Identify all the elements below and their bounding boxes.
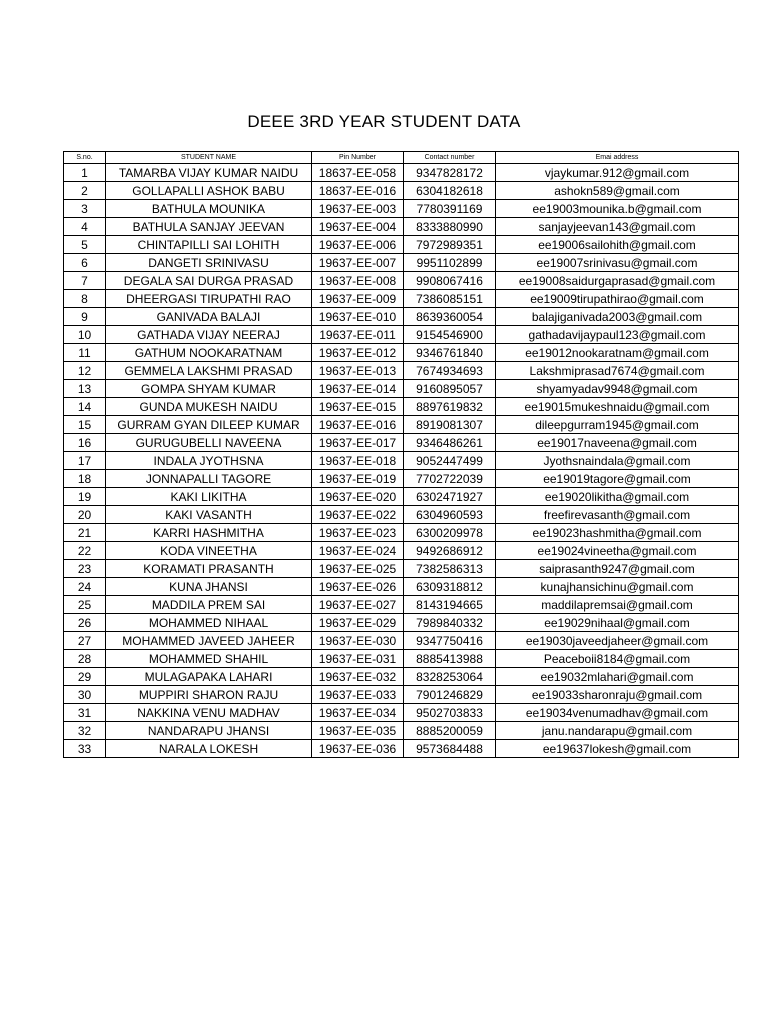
cell-contact-number: 6304960593 (404, 506, 496, 524)
table-row (64, 722, 739, 740)
cell-student-name: MOHAMMED JAVEED JAHEER (106, 632, 312, 650)
cell-sno: 7 (64, 272, 106, 290)
cell-contact-number: 7674934693 (404, 362, 496, 380)
cell-sno: 30 (64, 686, 106, 704)
cell-student-name: DANGETI SRINIVASU (106, 254, 312, 272)
table-row (64, 740, 739, 758)
cell-email-address: ee19009tirupathirao@gmail.com (496, 290, 739, 308)
cell-pin-number: 19637-EE-010 (312, 308, 404, 326)
cell-contact-number: 9052447499 (404, 452, 496, 470)
cell-contact-number: 8885200059 (404, 722, 496, 740)
cell-contact-number: 9908067416 (404, 272, 496, 290)
cell-student-name: MOHAMMED SHAHIL (106, 650, 312, 668)
table-row (64, 524, 739, 542)
cell-pin-number: 19637-EE-011 (312, 326, 404, 344)
cell-student-name: MOHAMMED NIHAAL (106, 614, 312, 632)
cell-sno: 18 (64, 470, 106, 488)
cell-pin-number: 19637-EE-022 (312, 506, 404, 524)
cell-pin-number: 19637-EE-026 (312, 578, 404, 596)
cell-pin-number: 19637-EE-009 (312, 290, 404, 308)
cell-student-name: GEMMELA LAKSHMI PRASAD (106, 362, 312, 380)
cell-sno: 25 (64, 596, 106, 614)
cell-email-address: ee19033sharonraju@gmail.com (496, 686, 739, 704)
cell-email-address: ee19007srinivasu@gmail.com (496, 254, 739, 272)
cell-contact-number: 9160895057 (404, 380, 496, 398)
cell-contact-number: 9346486261 (404, 434, 496, 452)
cell-sno: 8 (64, 290, 106, 308)
cell-pin-number: 19637-EE-012 (312, 344, 404, 362)
cell-contact-number: 7386085151 (404, 290, 496, 308)
table-row (64, 452, 739, 470)
cell-contact-number: 9347750416 (404, 632, 496, 650)
cell-sno: 11 (64, 344, 106, 362)
cell-email-address: ee19015mukeshnaidu@gmail.com (496, 398, 739, 416)
cell-pin-number: 19637-EE-031 (312, 650, 404, 668)
cell-contact-number: 7382586313 (404, 560, 496, 578)
table-row (64, 542, 739, 560)
cell-email-address: ee19012nookaratnam@gmail.com (496, 344, 739, 362)
cell-student-name: INDALA JYOTHSNA (106, 452, 312, 470)
cell-student-name: GANIVADA BALAJI (106, 308, 312, 326)
cell-sno: 6 (64, 254, 106, 272)
cell-student-name: JONNAPALLI TAGORE (106, 470, 312, 488)
cell-pin-number: 19637-EE-008 (312, 272, 404, 290)
cell-email-address: ee19003mounika.b@gmail.com (496, 200, 739, 218)
cell-email-address: kunajhansichinu@gmail.com (496, 578, 739, 596)
table-row (64, 578, 739, 596)
cell-student-name: BATHULA SANJAY JEEVAN (106, 218, 312, 236)
cell-contact-number: 9492686912 (404, 542, 496, 560)
cell-student-name: NARALA LOKESH (106, 740, 312, 758)
cell-student-name: KAKI LIKITHA (106, 488, 312, 506)
cell-pin-number: 19637-EE-034 (312, 704, 404, 722)
cell-email-address: shyamyadav9948@gmail.com (496, 380, 739, 398)
cell-email-address: dileepgurram1945@gmail.com (496, 416, 739, 434)
cell-email-address: ee19024vineetha@gmail.com (496, 542, 739, 560)
cell-contact-number: 9346761840 (404, 344, 496, 362)
cell-student-name: KORAMATI PRASANTH (106, 560, 312, 578)
cell-pin-number: 19637-EE-024 (312, 542, 404, 560)
cell-student-name: GATHUM NOOKARATNAM (106, 344, 312, 362)
cell-student-name: MADDILA PREM SAI (106, 596, 312, 614)
cell-pin-number: 19637-EE-036 (312, 740, 404, 758)
cell-pin-number: 19637-EE-013 (312, 362, 404, 380)
cell-contact-number: 9154546900 (404, 326, 496, 344)
cell-email-address: Peaceboii8184@gmail.com (496, 650, 739, 668)
cell-email-address: sanjayjeevan143@gmail.com (496, 218, 739, 236)
cell-sno: 26 (64, 614, 106, 632)
table-row (64, 614, 739, 632)
cell-sno: 31 (64, 704, 106, 722)
cell-pin-number: 19637-EE-035 (312, 722, 404, 740)
cell-student-name: MULAGAPAKA LAHARI (106, 668, 312, 686)
cell-pin-number: 19637-EE-003 (312, 200, 404, 218)
cell-email-address: ee19030javeedjaheer@gmail.com (496, 632, 739, 650)
table-row (64, 650, 739, 668)
cell-student-name: GOLLAPALLI ASHOK BABU (106, 182, 312, 200)
cell-email-address: ee19034venumadhav@gmail.com (496, 704, 739, 722)
table-row (64, 470, 739, 488)
cell-sno: 23 (64, 560, 106, 578)
cell-email-address: Lakshmiprasad7674@gmail.com (496, 362, 739, 380)
column-header-email-address: Emai address (496, 152, 739, 164)
table-row (64, 380, 739, 398)
student-data-table (63, 151, 739, 758)
cell-email-address: ee19008saidurgaprasad@gmail.com (496, 272, 739, 290)
cell-email-address: ee19017naveena@gmail.com (496, 434, 739, 452)
cell-pin-number: 19637-EE-018 (312, 452, 404, 470)
table-row (64, 596, 739, 614)
cell-email-address: ee19023hashmitha@gmail.com (496, 524, 739, 542)
cell-sno: 20 (64, 506, 106, 524)
column-header-pin-number: Pin Number (312, 152, 404, 164)
document-title: DEEE 3RD YEAR STUDENT DATA (247, 112, 521, 131)
table-row (64, 290, 739, 308)
cell-sno: 5 (64, 236, 106, 254)
table-row (64, 704, 739, 722)
cell-student-name: BATHULA MOUNIKA (106, 200, 312, 218)
cell-contact-number: 7780391169 (404, 200, 496, 218)
cell-student-name: CHINTAPILLI SAI LOHITH (106, 236, 312, 254)
table-row (64, 686, 739, 704)
table-row (64, 632, 739, 650)
cell-contact-number: 6302471927 (404, 488, 496, 506)
cell-email-address: ee19019tagore@gmail.com (496, 470, 739, 488)
cell-student-name: GOMPA SHYAM KUMAR (106, 380, 312, 398)
table-row (64, 560, 739, 578)
cell-email-address: janu.nandarapu@gmail.com (496, 722, 739, 740)
cell-pin-number: 19637-EE-025 (312, 560, 404, 578)
cell-sno: 10 (64, 326, 106, 344)
cell-pin-number: 19637-EE-014 (312, 380, 404, 398)
cell-sno: 9 (64, 308, 106, 326)
table-body (64, 164, 739, 758)
table-row (64, 416, 739, 434)
cell-student-name: GURUGUBELLI NAVEENA (106, 434, 312, 452)
cell-student-name: GURRAM GYAN DILEEP KUMAR (106, 416, 312, 434)
table-row (64, 506, 739, 524)
cell-contact-number: 9347828172 (404, 164, 496, 182)
cell-sno: 3 (64, 200, 106, 218)
table-row (64, 362, 739, 380)
cell-pin-number: 19637-EE-007 (312, 254, 404, 272)
cell-contact-number: 8328253064 (404, 668, 496, 686)
cell-email-address: vjaykumar.912@gmail.com (496, 164, 739, 182)
cell-email-address: gathadavijaypaul123@gmail.com (496, 326, 739, 344)
cell-student-name: DEGALA SAI DURGA PRASAD (106, 272, 312, 290)
column-header-sno: S.no. (64, 152, 106, 164)
cell-contact-number: 8897619832 (404, 398, 496, 416)
cell-contact-number: 8143194665 (404, 596, 496, 614)
table-row (64, 218, 739, 236)
cell-sno: 24 (64, 578, 106, 596)
cell-sno: 17 (64, 452, 106, 470)
cell-contact-number: 6309318812 (404, 578, 496, 596)
cell-student-name: KAKI VASANTH (106, 506, 312, 524)
cell-pin-number: 19637-EE-029 (312, 614, 404, 632)
cell-pin-number: 19637-EE-006 (312, 236, 404, 254)
cell-pin-number: 19637-EE-019 (312, 470, 404, 488)
cell-contact-number: 7989840332 (404, 614, 496, 632)
cell-sno: 14 (64, 398, 106, 416)
table-row (64, 308, 739, 326)
cell-sno: 27 (64, 632, 106, 650)
table-row (64, 182, 739, 200)
table-row (64, 326, 739, 344)
cell-email-address: ee19006sailohith@gmail.com (496, 236, 739, 254)
cell-student-name: NANDARAPU JHANSI (106, 722, 312, 740)
cell-pin-number: 19637-EE-020 (312, 488, 404, 506)
table-row (64, 668, 739, 686)
table-row (64, 236, 739, 254)
cell-contact-number: 9951102899 (404, 254, 496, 272)
cell-sno: 21 (64, 524, 106, 542)
cell-contact-number: 8333880990 (404, 218, 496, 236)
cell-contact-number: 8919081307 (404, 416, 496, 434)
cell-sno: 1 (64, 164, 106, 182)
cell-sno: 19 (64, 488, 106, 506)
cell-student-name: GATHADA VIJAY NEERAJ (106, 326, 312, 344)
cell-pin-number: 18637-EE-016 (312, 182, 404, 200)
table-row (64, 200, 739, 218)
cell-sno: 12 (64, 362, 106, 380)
cell-contact-number: 6300209978 (404, 524, 496, 542)
cell-contact-number: 7702722039 (404, 470, 496, 488)
table-row (64, 398, 739, 416)
table-header-row (64, 152, 739, 164)
cell-sno: 16 (64, 434, 106, 452)
cell-email-address: ee19020likitha@gmail.com (496, 488, 739, 506)
cell-student-name: DHEERGASI TIRUPATHI RAO (106, 290, 312, 308)
cell-contact-number: 8885413988 (404, 650, 496, 668)
cell-sno: 2 (64, 182, 106, 200)
cell-sno: 22 (64, 542, 106, 560)
cell-contact-number: 7901246829 (404, 686, 496, 704)
cell-sno: 4 (64, 218, 106, 236)
cell-contact-number: 9502703833 (404, 704, 496, 722)
cell-student-name: GUNDA MUKESH NAIDU (106, 398, 312, 416)
cell-pin-number: 19637-EE-023 (312, 524, 404, 542)
table-row (64, 488, 739, 506)
cell-pin-number: 19637-EE-030 (312, 632, 404, 650)
cell-email-address: ashokn589@gmail.com (496, 182, 739, 200)
cell-contact-number: 7972989351 (404, 236, 496, 254)
table-row (64, 164, 739, 182)
cell-sno: 28 (64, 650, 106, 668)
cell-sno: 15 (64, 416, 106, 434)
cell-pin-number: 19637-EE-033 (312, 686, 404, 704)
cell-pin-number: 19637-EE-004 (312, 218, 404, 236)
cell-sno: 13 (64, 380, 106, 398)
cell-contact-number: 8639360054 (404, 308, 496, 326)
table-row (64, 344, 739, 362)
cell-pin-number: 19637-EE-017 (312, 434, 404, 452)
cell-sno: 33 (64, 740, 106, 758)
cell-email-address: ee19029nihaal@gmail.com (496, 614, 739, 632)
cell-student-name: TAMARBA VIJAY KUMAR NAIDU (106, 164, 312, 182)
cell-pin-number: 19637-EE-016 (312, 416, 404, 434)
cell-email-address: Jyothsnaindala@gmail.com (496, 452, 739, 470)
column-header-student-name: STUDENT NAME (106, 152, 312, 164)
cell-pin-number: 19637-EE-015 (312, 398, 404, 416)
cell-student-name: MUPPIRI SHARON RAJU (106, 686, 312, 704)
column-header-contact-number: Contact number (404, 152, 496, 164)
cell-pin-number: 18637-EE-058 (312, 164, 404, 182)
table-row (64, 254, 739, 272)
cell-contact-number: 6304182618 (404, 182, 496, 200)
cell-student-name: KARRI HASHMITHA (106, 524, 312, 542)
cell-email-address: freefirevasanth@gmail.com (496, 506, 739, 524)
cell-pin-number: 19637-EE-027 (312, 596, 404, 614)
cell-email-address: saiprasanth9247@gmail.com (496, 560, 739, 578)
cell-email-address: balajiganivada2003@gmail.com (496, 308, 739, 326)
cell-email-address: ee19032mlahari@gmail.com (496, 668, 739, 686)
cell-contact-number: 9573684488 (404, 740, 496, 758)
cell-sno: 29 (64, 668, 106, 686)
cell-student-name: KODA VINEETHA (106, 542, 312, 560)
table-row (64, 434, 739, 452)
cell-student-name: KUNA JHANSI (106, 578, 312, 596)
cell-email-address: maddilapremsai@gmail.com (496, 596, 739, 614)
cell-sno: 32 (64, 722, 106, 740)
cell-student-name: NAKKINA VENU MADHAV (106, 704, 312, 722)
cell-pin-number: 19637-EE-032 (312, 668, 404, 686)
cell-email-address: ee19637lokesh@gmail.com (496, 740, 739, 758)
table-row (64, 272, 739, 290)
